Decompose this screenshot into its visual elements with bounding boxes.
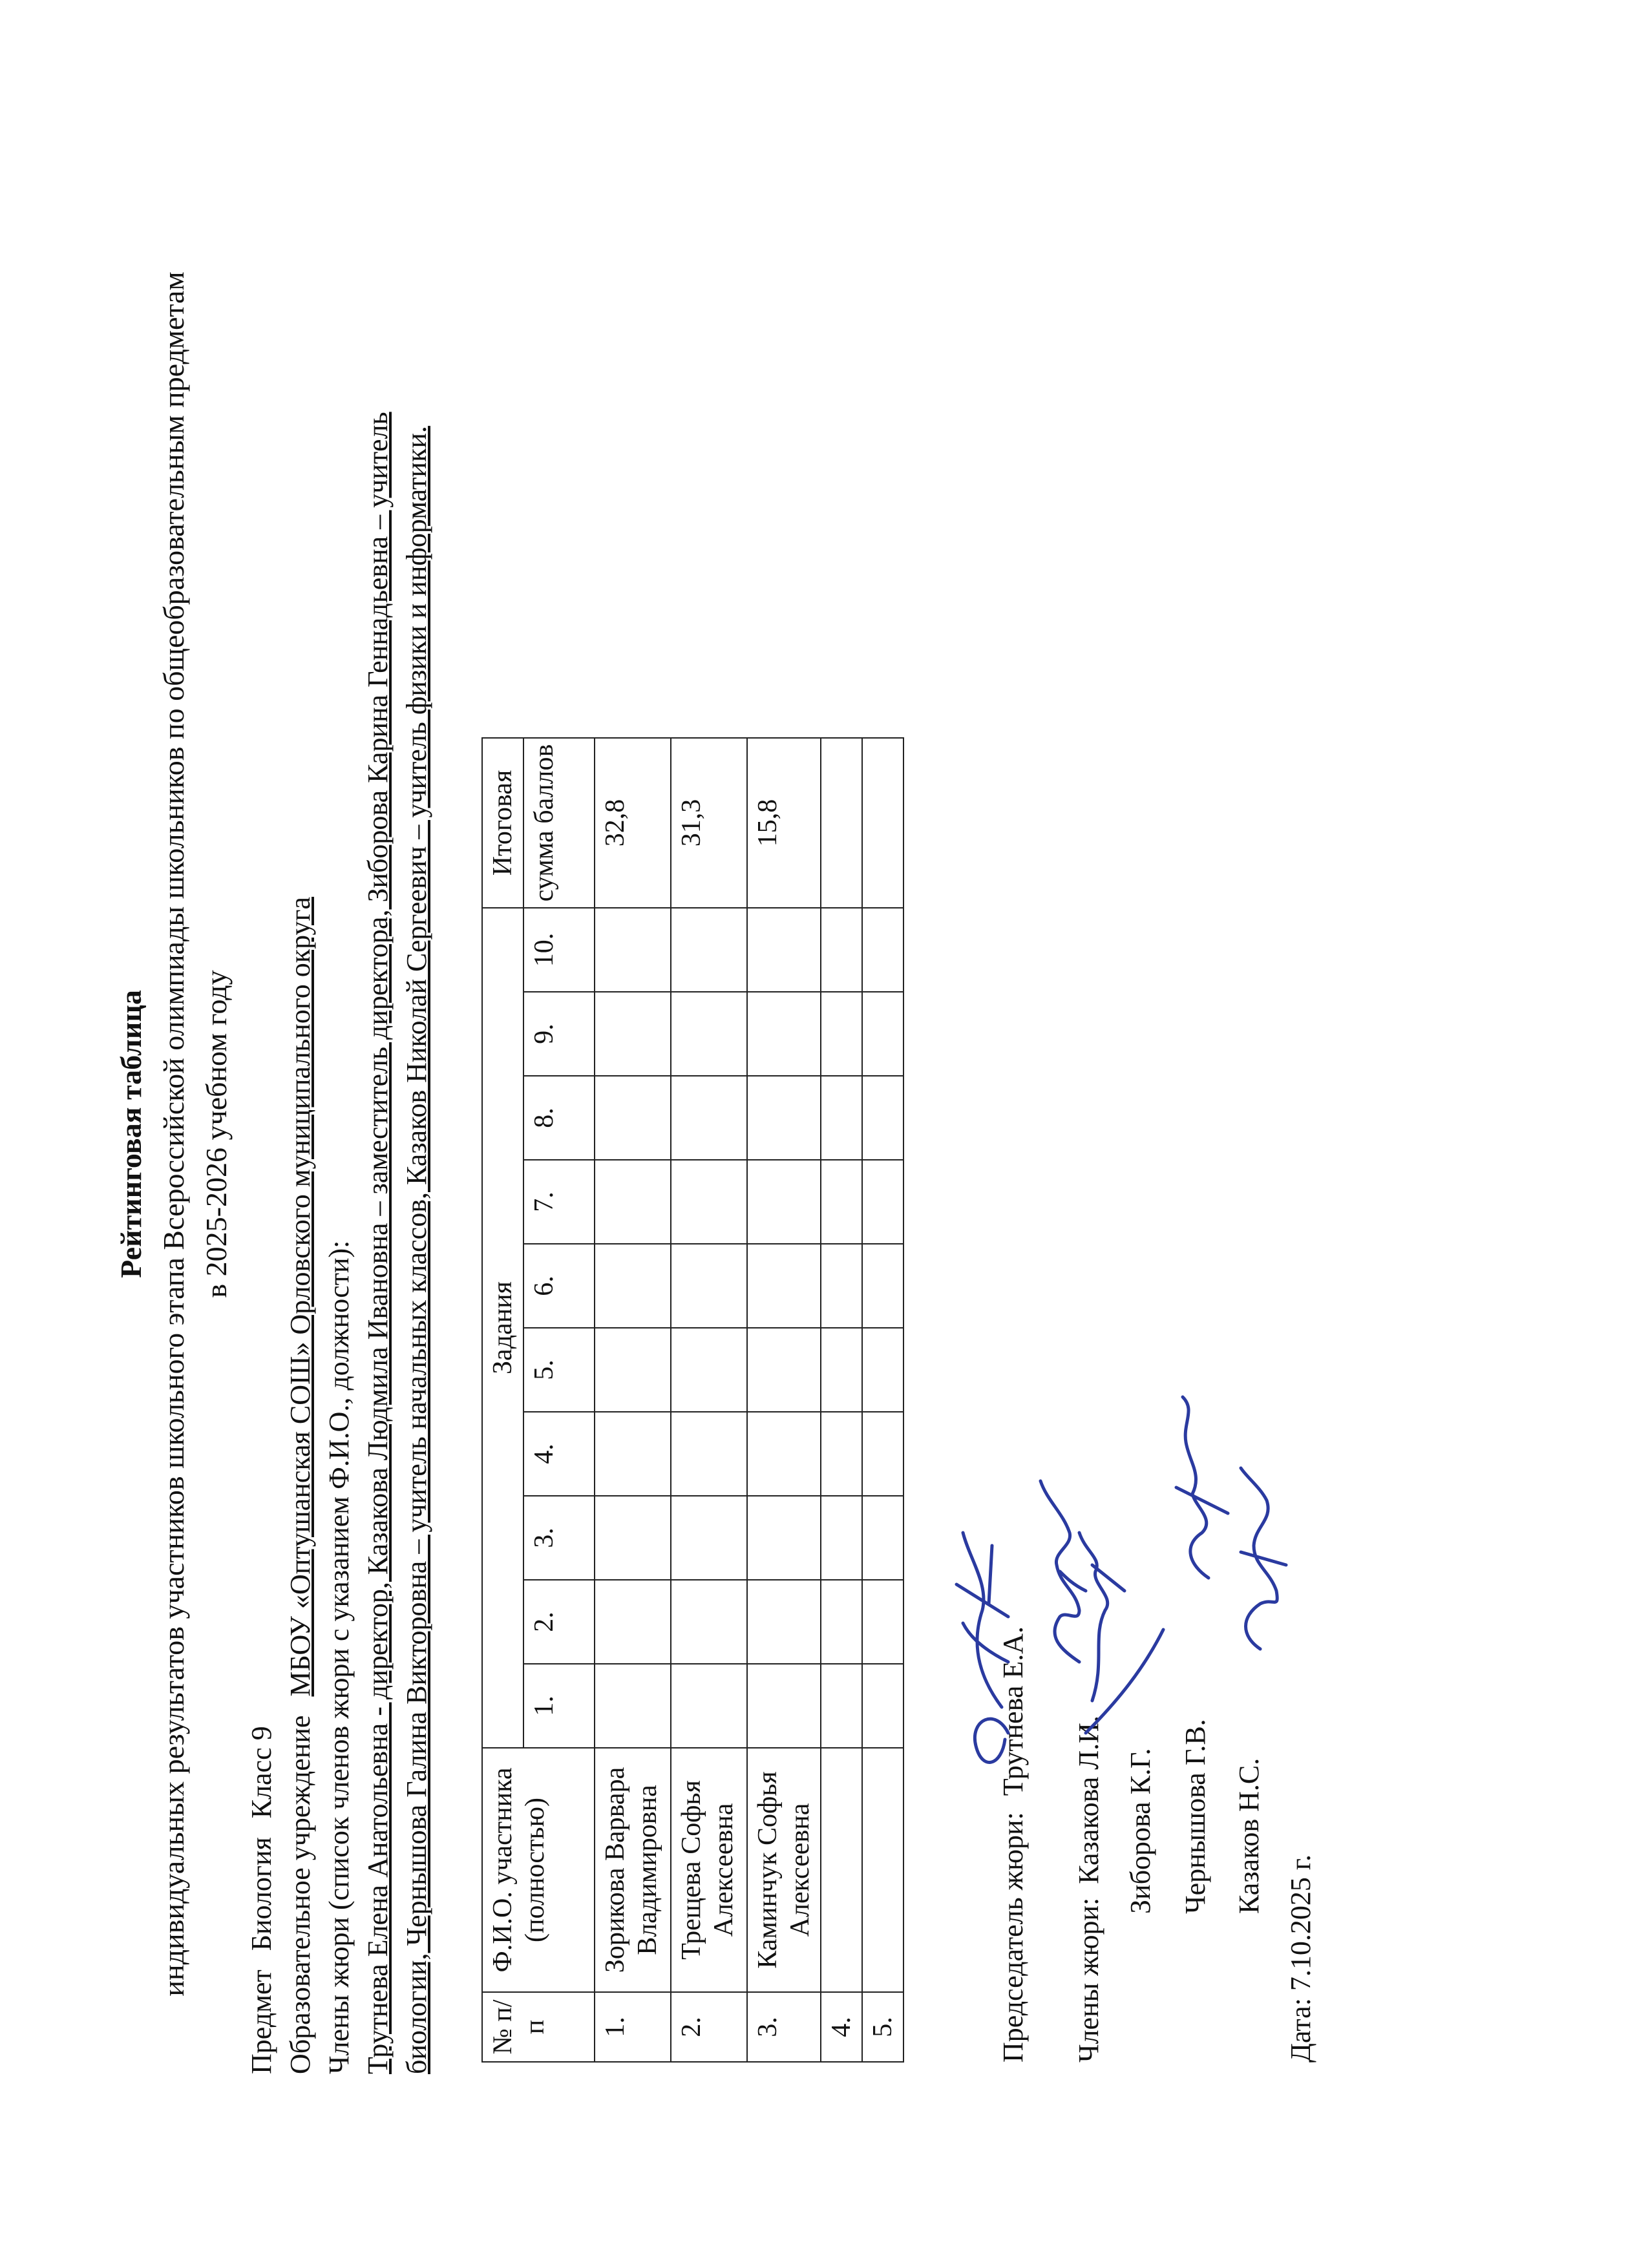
row-total [821,738,862,908]
member-name-2: Зиборова К.Г. [1125,1748,1156,1914]
school-label: Образовательное учреждение [284,1715,316,2074]
task-5: 5. [523,1328,595,1412]
document-subtitle: индивидуальных результатов участников школьного этапа Всероссийской олимпиады школьников по общеобразовательным предметам [157,271,190,1997]
subject-line [242,136,281,2074]
jury-label: Члены жюри (список членов жюри с указанием Ф.И.О., должности): [323,1240,355,2074]
document-date: Дата: 7.10.2025 г. [1285,1854,1316,2063]
chair-label: Председатель жюри: [997,1812,1029,2063]
row-name: Трещева Софья Алексеевна [671,1748,747,1992]
table-row [671,738,747,2062]
chair-signature [944,1507,1034,1778]
row-total: 31,3 [671,738,747,908]
document-year: в 2025-2026 учебном году [200,970,233,1298]
chair-name: Трутнева Е.А. [997,1626,1029,1796]
row-name [862,1748,903,1992]
info-block [242,136,436,2074]
task-2: 2. [523,1580,595,1664]
task-4: 4. [523,1412,595,1496]
header-num: № п/п [482,1992,595,2062]
table-row [747,738,821,2062]
task-3: 3. [523,1496,595,1580]
member-name-1: Казакова Л.И. [1073,1716,1104,1884]
table-row [862,738,903,2062]
title-block [110,0,238,2268]
row-name: Зорикова Варвара Владимировна [595,1748,671,1992]
header-tasks: Задания [482,908,523,1748]
task-9: 9. [523,992,595,1076]
class-label: Класс [246,1747,277,1819]
jury-line-1: Трутнева Елена Анатольевна - директор, Казакова Людмила Ивановна – заместитель директора, Зиборова Карина Геннадьевна – учитель [362,412,394,2074]
row-total: 15,8 [747,738,821,908]
row-num: 2. [671,1992,747,2062]
header-name: Ф.И.О. участника (полностью) [482,1748,595,1992]
jury-line-2: биологии, Чернышова Галина Викторовна – учитель начальных классов, Казаков Николай Сергеевич – учитель физики и информатики. [401,426,432,2074]
row-num: 4. [821,1992,862,2062]
document-title: Рейтинговая таблица [114,990,147,1278]
subject-label: Предмет [246,1969,277,2074]
row-num: 3. [747,1992,821,2062]
table-header-row [482,738,523,2062]
header-total-sub: сумма баллов [523,738,595,908]
row-name: Каминчук Софья Алексеевна [747,1748,821,1992]
table-row [595,738,671,2062]
member-signature-2 [1066,1507,1176,1739]
task-7: 7. [523,1160,595,1244]
task-6: 6. [523,1244,595,1328]
school-value: МБОУ «Оптушанская СОШ» Орловского муниципального округа [284,896,316,1697]
member-signature-4 [1221,1455,1299,1662]
row-name [821,1748,862,1992]
table-row [821,738,862,2062]
task-1: 1. [523,1664,595,1748]
row-num: 1. [595,1992,671,2062]
row-num: 5. [862,1992,903,2062]
member-name-3: Чернышова Г.В. [1179,1719,1211,1914]
task-8: 8. [523,1076,595,1160]
row-total [862,738,903,908]
header-total: Итоговая [482,738,523,908]
school-line [281,136,320,2074]
member-line-1 [1070,1716,1108,2063]
row-total: 32,8 [595,738,671,908]
task-10: 10. [523,908,595,992]
rating-table [481,737,904,2063]
class-value: 9 [246,1726,277,1741]
member-name-4: Казаков Н.С. [1233,1758,1265,1914]
members-label: Члены жюри: [1073,1897,1104,2063]
subject-value: Биология [246,1837,277,1951]
